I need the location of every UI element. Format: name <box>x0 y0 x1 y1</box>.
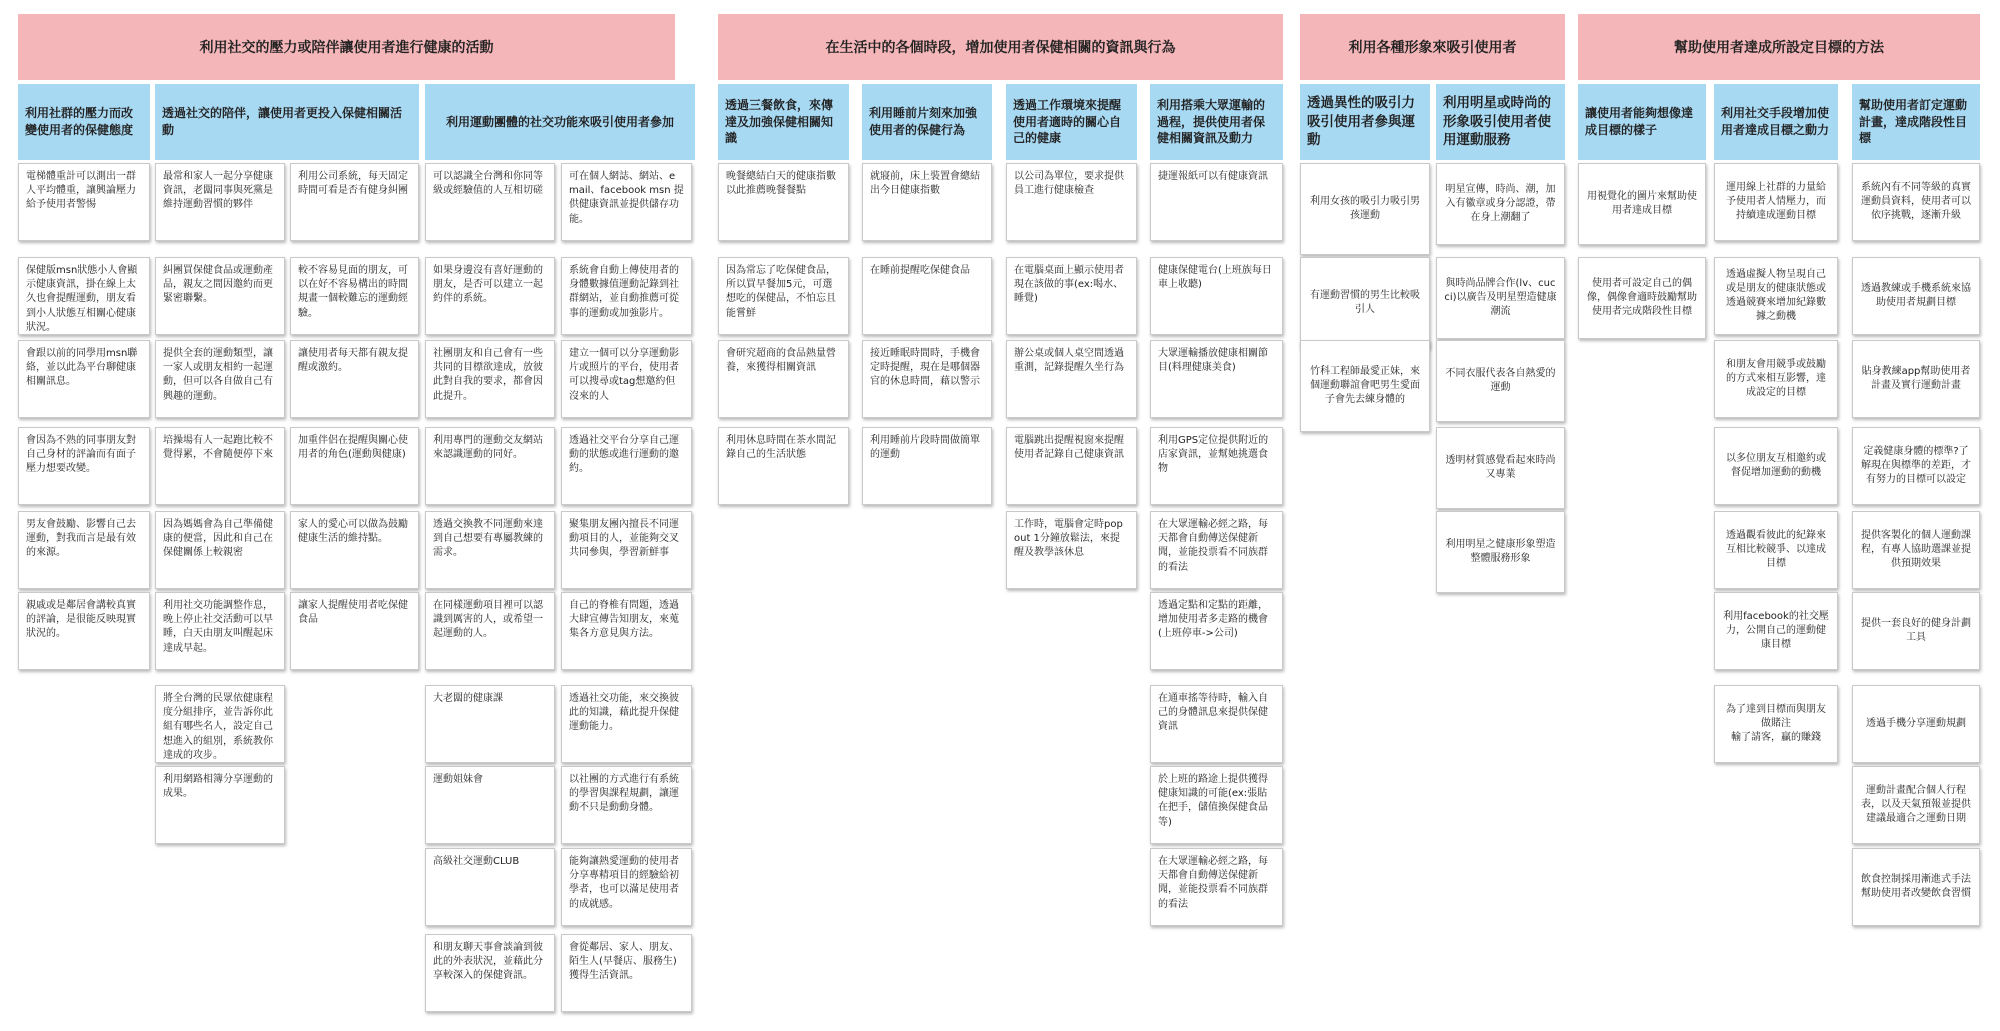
column-header: 利用社交手段增加使用者達成目標之動力 <box>1714 84 1838 160</box>
sticky-note: 工作時，電腦會定時pop out 1分鐘放鬆法，來提醒及教學該休息 <box>1006 511 1137 589</box>
group-header: 幫助使用者達成所設定目標的方法 <box>1578 14 1980 80</box>
sticky-note: 大老闆的健康課 <box>425 685 555 763</box>
sticky-note: 系統內有不同等級的真實運動員資料，使用者可以依序挑戰，逐漸升級 <box>1852 163 1980 241</box>
column-header: 讓使用者能夠想像達成目標的樣子 <box>1578 84 1706 160</box>
column-header: 利用明星或時尚的形象吸引使用者使用運動服務 <box>1436 84 1565 160</box>
sticky-note: 能夠讓熱愛運動的使用者分享專精項目的經驗給初學者，也可以滿足使用者的成就感。 <box>561 848 692 926</box>
sticky-note: 就寢前，床上裝置會總結出今日健康指數 <box>862 163 992 241</box>
sticky-note: 利用休息時間在茶水間記錄自己的生活狀態 <box>718 427 849 505</box>
sticky-note: 與時尚品牌合作(lv、cucci)以廣告及明星塑造健康潮流 <box>1436 257 1565 339</box>
group-header: 在生活中的各個時段，增加使用者保健相關的資訊與行為 <box>718 14 1283 80</box>
sticky-note: 透過定點和定點的距離，增加使用者多走路的機會(上班停車->公司) <box>1150 592 1283 670</box>
sticky-note: 利用明星之健康形象塑造整體服務形象 <box>1436 511 1565 593</box>
sticky-note: 運用線上社群的力量給予使用者人情壓力，而持續達成運動目標 <box>1714 163 1838 241</box>
sticky-note: 飲食控制採用漸進式手法幫助使用者改變飲食習慣 <box>1852 848 1980 926</box>
sticky-note: 定義健康身體的標準?了解現在與標準的差距，才有努力的目標可以設定 <box>1852 427 1980 505</box>
sticky-note: 男友會鼓勵、影響自己去運動，對我而言是最有效的來源。 <box>18 511 150 589</box>
sticky-note: 利用女孩的吸引力吸引男孩運動 <box>1300 163 1430 255</box>
sticky-note: 利用網路相簿分享運動的成果。 <box>155 766 285 844</box>
sticky-note: 建立一個可以分享運動影片或照片的平台，使用者可以搜尋或tag想邀約但沒來的人 <box>561 340 692 418</box>
sticky-note: 家人的愛心可以做為鼓勵健康生活的維持點。 <box>290 511 419 589</box>
sticky-note: 有運動習慣的男生比較吸引人 <box>1300 257 1430 349</box>
sticky-note: 透過教練或手機系統來協助使用者規劃目標 <box>1852 257 1980 335</box>
sticky-note: 電梯體重計可以測出一群人平均體重，讓興論壓力給予使用者警惕 <box>18 163 150 241</box>
sticky-note: 在大眾運輸必經之路，每天都會自動傳送保健新聞，並能投票看不同族群的看法 <box>1150 848 1283 926</box>
sticky-note: 可在個人網誌、網站、email、facebook msn 提供健康資訊並提供儲存功能。 <box>561 163 692 241</box>
sticky-note: 辦公桌或個人桌空間透過重測，記錄提醒久坐行為 <box>1006 340 1137 418</box>
sticky-note: 透過觀看彼此的紀錄來互相比較競爭、以達成目標 <box>1714 511 1838 589</box>
sticky-note: 利用專門的運動交友網站來認識運動的同好。 <box>425 427 555 505</box>
sticky-note: 為了達到目標而與朋友做賭注 輸了請客，贏的賺錢 <box>1714 685 1838 763</box>
sticky-note: 接近睡眠時間時，手機會定時提醒，現在是哪個器官的休息時間，藉以警示 <box>862 340 992 418</box>
sticky-note: 提供客製化的個人運動課程，有專人協助選課並提供預期效果 <box>1852 511 1980 589</box>
sticky-note: 明星宣傳，時尚、潮，加入有徽章或身分認證，帶在身上潮翻了 <box>1436 163 1565 245</box>
sticky-note: 運動計畫配合個人行程表，以及天氣預報並提供建議最適合之運動日期 <box>1852 766 1980 844</box>
sticky-note: 透明材質感覺看起來時尚又專業 <box>1436 427 1565 509</box>
column-header: 幫助使用者訂定運動計畫，達成階段性目標 <box>1852 84 1980 160</box>
sticky-note: 加重伴侶在提醒與關心使用者的角色(運動與健康) <box>290 427 419 505</box>
column-header: 透過異性的吸引力吸引使用者參與運動 <box>1300 84 1430 160</box>
sticky-note: 透過虛擬人物呈現自己或是朋友的健康狀態或透過競賽來增加紀錄數據之動機 <box>1714 257 1838 335</box>
sticky-note: 使用者可設定自己的偶像，偶像會適時鼓勵幫助使用者完成階段性目標 <box>1578 257 1706 339</box>
group-header: 利用社交的壓力或陪伴讓使用者進行健康的活動 <box>18 14 675 80</box>
sticky-note: 不同衣服代表各自熱愛的運動 <box>1436 340 1565 422</box>
sticky-note: 透過社交功能，來交換彼此的知識，藉此提升保健運動能力。 <box>561 685 692 763</box>
sticky-note: 利用公司系統，每天固定時間可看是否有健身糾團 <box>290 163 419 241</box>
column-header: 利用搭乘大眾運輸的過程，提供使用者保健相關資訊及動力 <box>1150 84 1283 160</box>
column-header: 透過三餐飲食，來傳達及加強保健相關知識 <box>718 84 849 160</box>
sticky-note: 在大眾運輸必經之路，每天都會自動傳送保健新聞，並能投票看不同族群的看法 <box>1150 511 1283 589</box>
sticky-note: 利用睡前片段時間做簡單的運動 <box>862 427 992 505</box>
sticky-note: 高級社交運動CLUB <box>425 848 555 926</box>
sticky-note: 讓家人提醒使用者吃保健食品 <box>290 592 419 670</box>
sticky-note: 用視覺化的圖片來幫助使用者達成目標 <box>1578 163 1706 245</box>
sticky-note: 聚集朋友團內擅長不同運動項目的人，並能夠交叉共同參與，學習新鮮事 <box>561 511 692 589</box>
sticky-note: 晚餐總結白天的健康指數以此推薦晚餐餐點 <box>718 163 849 241</box>
sticky-note: 提供全套的運動類型，讓一家人或朋友相約一起運動，但可以各自做自己有興趣的運動。 <box>155 340 285 418</box>
sticky-note: 利用GPS定位提供附近的店家資訊，並幫她挑選食物 <box>1150 427 1283 505</box>
sticky-note: 較不容易見面的朋友，可以在好不容易構出的時間規畫一個較難忘的運動經驗。 <box>290 257 419 335</box>
sticky-note: 以社團的方式進行有系統的學習與課程規劃，讓運動不只是動動身體。 <box>561 766 692 844</box>
sticky-note: 讓使用者每天都有親友提醒或激約。 <box>290 340 419 418</box>
sticky-note: 因為媽媽會為自己準備健康的便當，因此和自己在保健關係上較親密 <box>155 511 285 589</box>
sticky-note: 在睡前提醒吃保健食品 <box>862 257 992 335</box>
sticky-note: 利用facebook的社交壓力，公開自己的運動健康目標 <box>1714 592 1838 670</box>
sticky-note: 最常和家人一起分享健康資訊，老闆同事與死黨是維持運動習慣的夥伴 <box>155 163 285 241</box>
sticky-note: 在同樣運動項目裡可以認識到厲害的人，或希望一起運動的人。 <box>425 592 555 670</box>
sticky-note: 竹科工程師最愛正妹，來個運動聯誼會吧男生愛面子會先去練身體的 <box>1300 340 1430 432</box>
sticky-note: 利用社交功能調整作息，晚上停止社交活動可以早睡，白天由朋友叫醒起床達成早起。 <box>155 592 285 670</box>
sticky-note: 會從鄰居、家人、朋友、陌生人(早餐店、服務生)獲得生活資訊。 <box>561 934 692 1012</box>
sticky-note: 如果身邊沒有喜好運動的朋友，是否可以建立一起約伴的系統。 <box>425 257 555 335</box>
sticky-note: 將全台灣的民眾依健康程度分組排序，並告訴你此組有哪些名人，設定自己想進入的組別，系統教你達成的攻步。 <box>155 685 285 763</box>
sticky-note: 保健版msn狀態小人會顯示健康資訊，掛在線上太久也會提醒運動，朋友看到小人狀態互相關心健康狀況。 <box>18 257 150 335</box>
sticky-note: 在通車搖等待時，輸入自己的身體訊息來提供保健資訊 <box>1150 685 1283 763</box>
sticky-note: 健康保健電台(上班族每日車上收聽) <box>1150 257 1283 335</box>
sticky-note: 於上班的路途上提供獲得健康知識的可能(ex:張貼在把手，儲值換保健食品等) <box>1150 766 1283 844</box>
sticky-note: 捷運報紙可以有健康資訊 <box>1150 163 1283 241</box>
sticky-note: 透過交換教不同運動來達到自己想要有專屬教練的需求。 <box>425 511 555 589</box>
sticky-note: 在電腦桌面上顯示使用者現在該做的事(ex:喝水、睡覺) <box>1006 257 1137 335</box>
group-header: 利用各種形象來吸引使用者 <box>1300 14 1565 80</box>
column-header: 利用社群的壓力而改變使用者的保健態度 <box>18 84 150 160</box>
column-header: 利用睡前片刻來加強使用者的保健行為 <box>862 84 992 160</box>
column-header: 透過社交的陪伴，讓使用者更投入保健相關活動 <box>155 84 419 160</box>
sticky-note: 提供一套良好的健身計劃工具 <box>1852 592 1980 670</box>
sticky-note: 系統會自動上傳使用者的身體數據值運動記錄到社群網站，並自動推薦可從事的運動或加強影片。 <box>561 257 692 335</box>
sticky-note: 親戚或是鄰居會講較真實的評論，是很能反映現實狀況的。 <box>18 592 150 670</box>
sticky-note: 會跟以前的同學用msn聯絡，並以此為平台聊健康相關訊息。 <box>18 340 150 418</box>
sticky-note: 透過社交平台分享自己運動的狀態或進行運動的邀約。 <box>561 427 692 505</box>
sticky-note: 和朋友會用競爭或鼓勵的方式來相互影響，達成設定的目標 <box>1714 340 1838 418</box>
sticky-note: 貼身教練app幫助使用者計畫及實行運動計畫 <box>1852 340 1980 418</box>
sticky-note: 因為常忘了吃保健食品，所以買早餐加5元，可選想吃的保健品，不怕忘且能嘗鮮 <box>718 257 849 335</box>
sticky-note: 和朋友聊天事會談論到彼此的外表狀況，並藉此分享較深入的保健資訊。 <box>425 934 555 1012</box>
column-header: 利用運動團體的社交功能來吸引使用者參加 <box>425 84 695 160</box>
sticky-note: 會研究超商的食品熱量營養，來獲得相關資訊 <box>718 340 849 418</box>
sticky-note: 透過手機分享運動規劃 <box>1852 685 1980 763</box>
sticky-note: 糾團買保健食品或運動產品，親友之間因邀約而更緊密聯繫。 <box>155 257 285 335</box>
sticky-note: 大眾運輸播放健康相關節目(料理健康美食) <box>1150 340 1283 418</box>
sticky-note: 電腦跳出提醒視窗來提醒使用者記錄自己健康資訊 <box>1006 427 1137 505</box>
sticky-note: 會因為不熟的同事朋友對自己身材的評論而有面子壓力想要改變。 <box>18 427 150 505</box>
sticky-note: 以多位朋友互相邀約或督促增加運動的動機 <box>1714 427 1838 505</box>
sticky-note: 自己的脊椎有問題，透過大肆宣傳告知朋友，來蒐集各方意見與方法。 <box>561 592 692 670</box>
column-header: 透過工作環境來提醒使用者適時的關心自己的健康 <box>1006 84 1137 160</box>
sticky-note: 運動姐妹會 <box>425 766 555 844</box>
sticky-note: 可以認識全台灣和你同等級或經驗值的人互相切磋 <box>425 163 555 241</box>
sticky-note: 培操場有人一起跑比較不覺得累，不會隨便停下來 <box>155 427 285 505</box>
sticky-note: 以公司為單位，要求提供員工進行健康檢查 <box>1006 163 1137 241</box>
sticky-note: 社團朋友和自己會有一些共同的目標欲達成，放彼此對自我的要求，都會因此提升。 <box>425 340 555 418</box>
